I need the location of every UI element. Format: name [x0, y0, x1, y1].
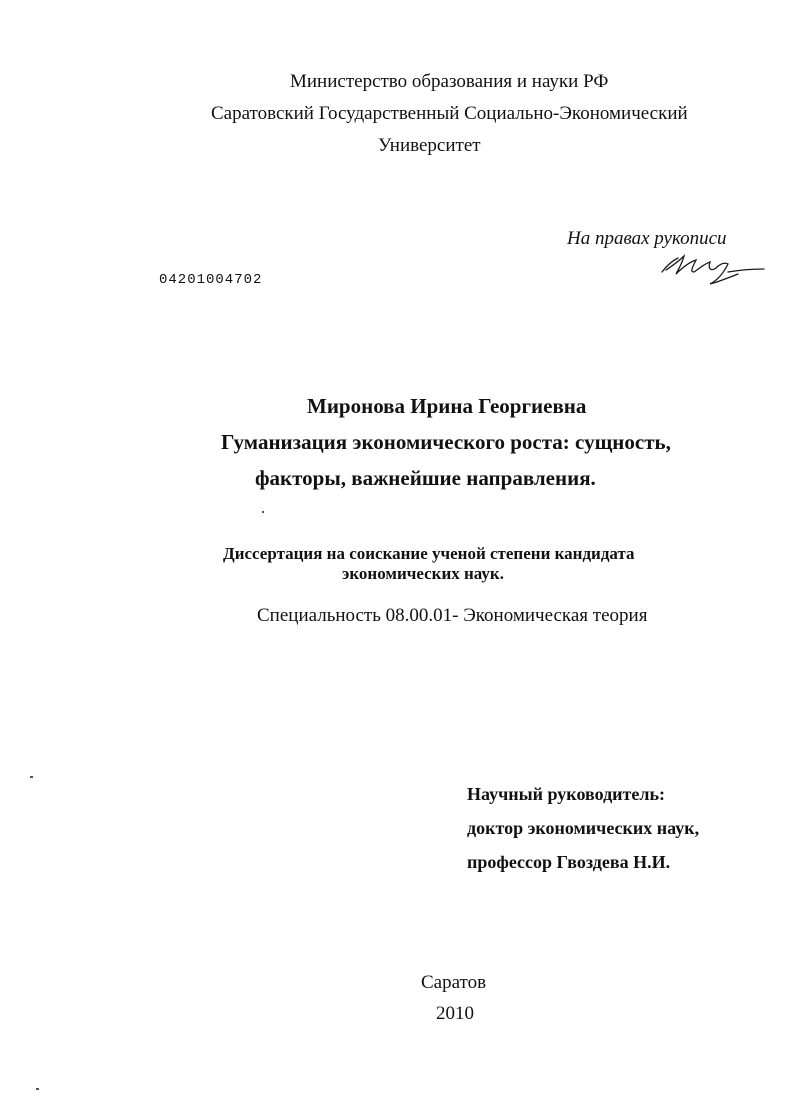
ministry-line: Министерство образования и науки РФ — [290, 71, 609, 92]
title-line-1: Гуманизация экономического роста: сущность, — [221, 430, 671, 454]
supervisor-degree: доктор экономических наук, — [467, 818, 700, 838]
specialty-line: Специальность 08.00.01- Экономическая теория — [257, 605, 648, 626]
footer-city: Саратов — [421, 972, 487, 993]
dissertation-line-1: Диссертация на соискание ученой степени кандидата — [223, 544, 635, 563]
manuscript-note: На правах рукописи — [567, 228, 727, 249]
scan-speck — [30, 776, 33, 778]
scan-speck — [36, 1088, 39, 1090]
title-line-2: факторы, важнейшие направления. — [255, 466, 596, 490]
catalog-number: 04201004702 — [159, 272, 263, 288]
university-line-1: Саратовский Государственный Социально-Экономический — [211, 103, 688, 124]
university-line-2: Университет — [378, 135, 481, 156]
footer-year: 2010 — [436, 1003, 474, 1024]
scan-speck — [262, 511, 264, 513]
supervisor-name: профессор Гвоздева Н.И. — [467, 852, 671, 872]
signature-icon — [658, 250, 768, 290]
dissertation-line-2: экономических наук. — [342, 564, 504, 583]
supervisor-label: Научный руководитель: — [467, 784, 665, 804]
author-name: Миронова Ирина Георгиевна — [307, 394, 587, 418]
